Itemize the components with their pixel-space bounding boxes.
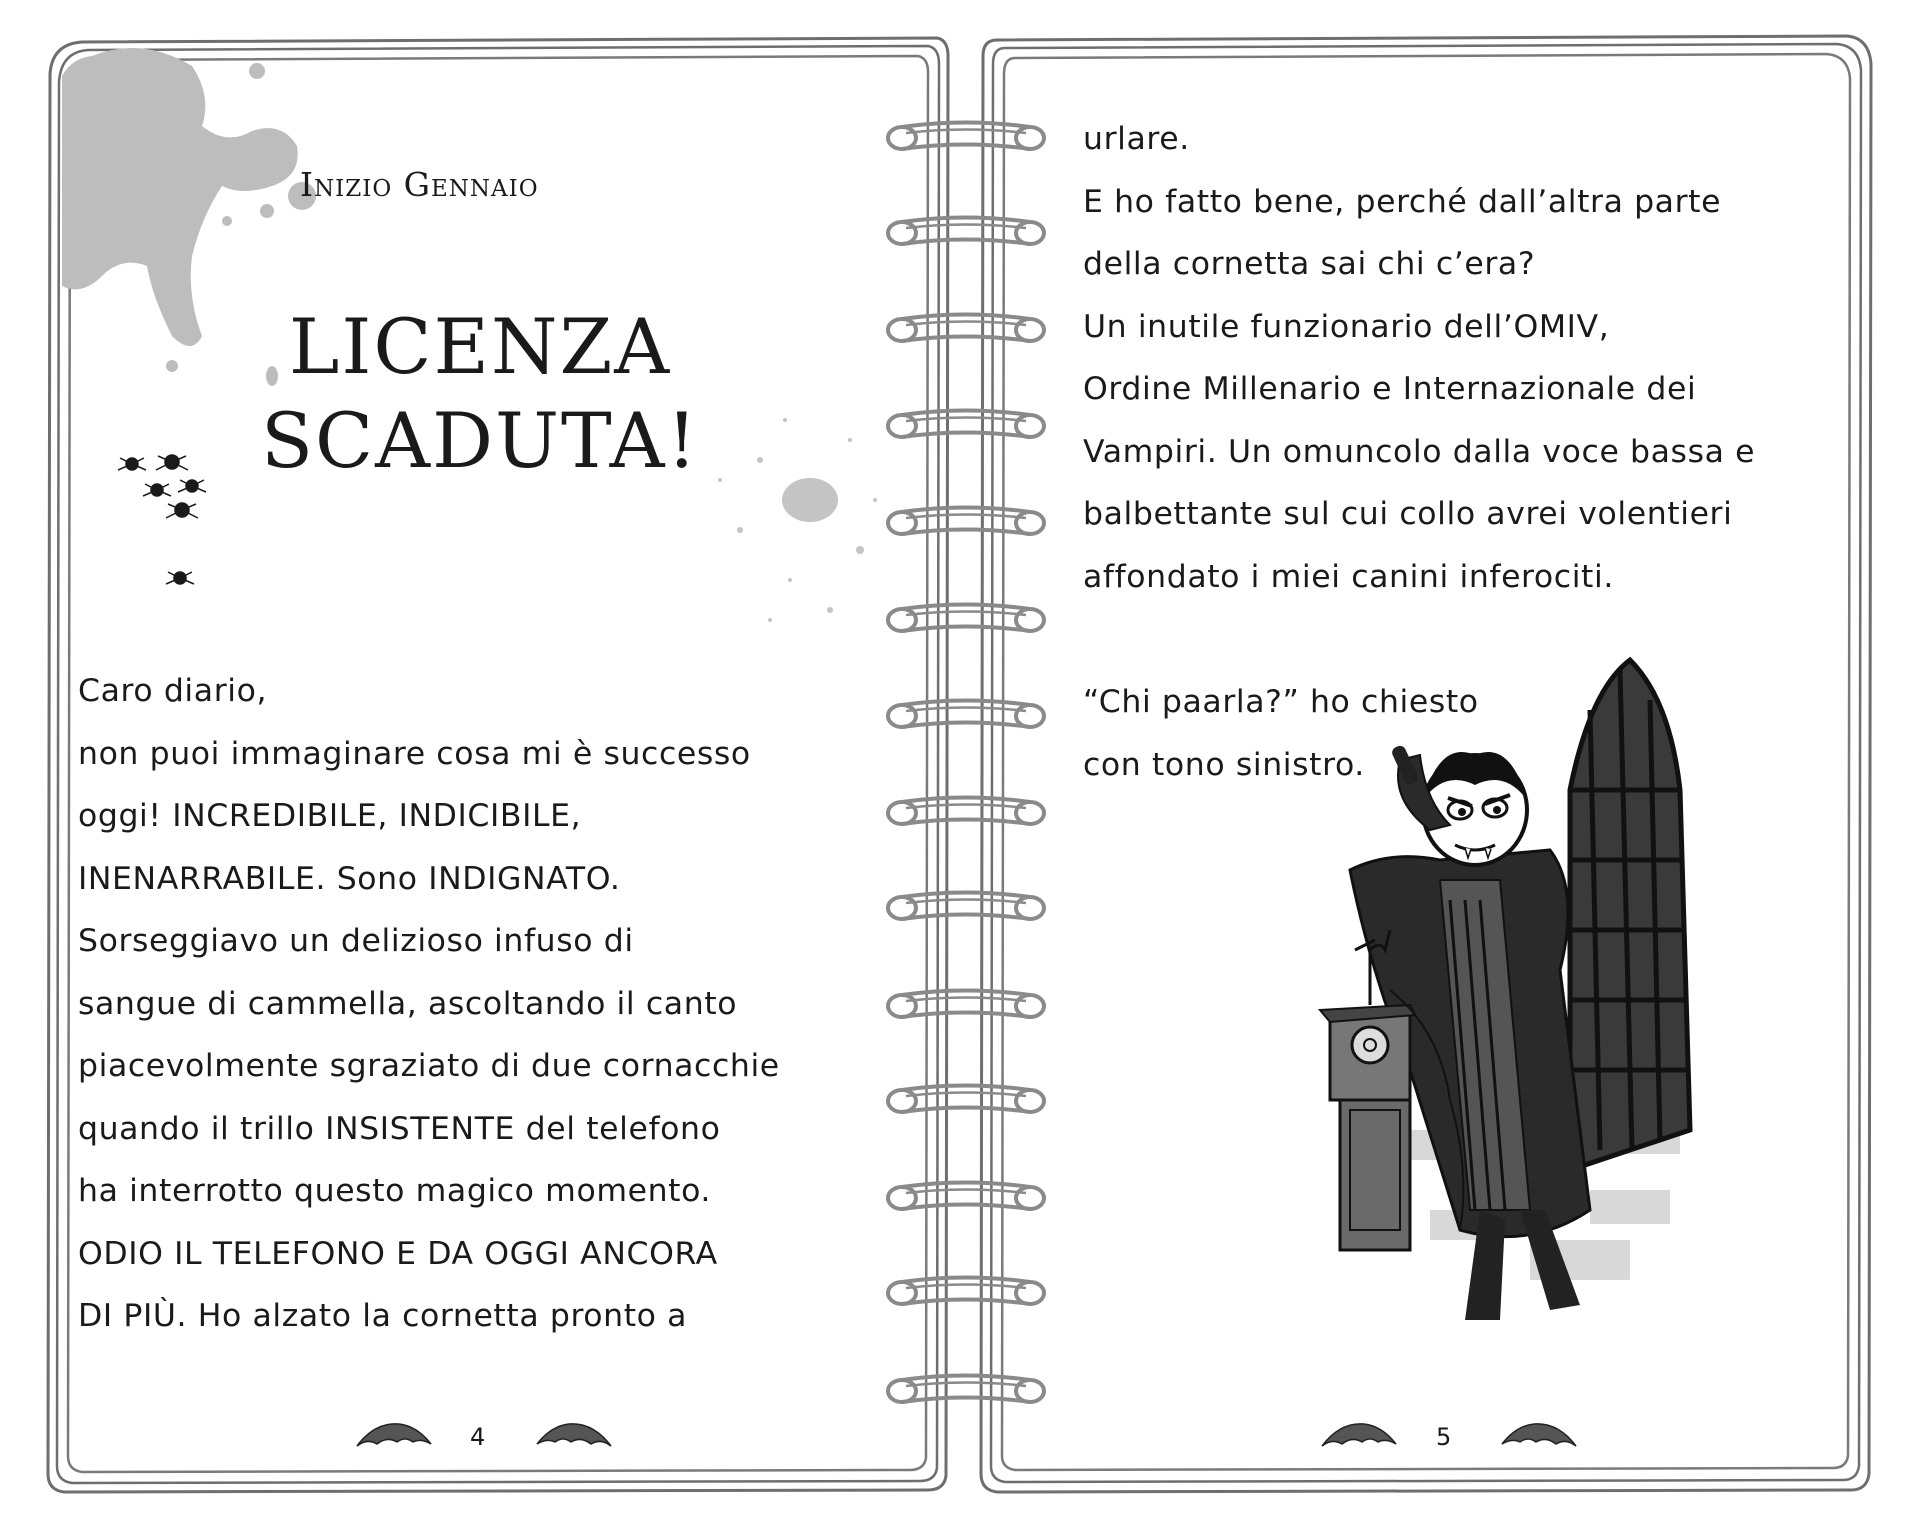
bat-wing-icon	[355, 1420, 435, 1450]
text-line: DI PIÙ. Ho alzato la cornetta pronto a	[78, 1298, 688, 1334]
entry-date: Inizio Gennaio	[300, 165, 539, 204]
text-line: INENARRABILE. Sono INDIGNATO.	[78, 860, 621, 897]
spider-icon	[112, 440, 222, 600]
left-page-body	[78, 660, 780, 1348]
text-line: piacevolmente sgraziato di due cornacchie	[78, 1048, 780, 1084]
ink-splatter-icon	[700, 380, 900, 640]
text-line: affondato i miei canini inferociti.	[1083, 558, 1614, 595]
page-number-left: 4	[470, 1423, 486, 1451]
text-line: sangue di cammella, ascoltando il canto	[78, 985, 738, 1022]
spiral-binding	[880, 120, 1050, 1430]
chapter-title-line-1: LICENZA	[288, 302, 672, 391]
text-line: Sorseggiavo un delizioso infuso di	[78, 923, 634, 959]
text-line: ODIO IL TELEFONO E DA OGGI ANCORA	[78, 1235, 718, 1272]
text-line: oggi! INCREDIBILE, INDICIBILE,	[78, 798, 582, 834]
vampire-on-telephone-illustration	[1290, 650, 1780, 1350]
page-number-right: 5	[1436, 1423, 1452, 1451]
chapter-title	[240, 300, 720, 488]
text-line: della cornetta sai chi c’era?	[1083, 246, 1536, 282]
text-line: “Chi paarla?” ho chiesto	[1083, 684, 1479, 720]
chapter-title-line-2: SCADUTA!	[260, 396, 700, 485]
text-line: con tono sinistro.	[1083, 746, 1365, 783]
text-line: non puoi immaginare cosa mi è successo	[78, 735, 751, 772]
text-line: ha interrotto questo magico momento.	[78, 1173, 712, 1209]
right-page-body	[1083, 108, 1755, 608]
text-line: E ho fatto bene, perché dall’altra parte	[1083, 183, 1722, 220]
text-line: Caro diario,	[78, 673, 268, 709]
text-line: Vampiri. Un omuncolo dalla voce bassa e	[1083, 433, 1756, 470]
bat-wing-icon	[1320, 1420, 1400, 1450]
text-line: balbettante sul cui collo avrei volentieri	[1083, 496, 1733, 532]
bat-wing-icon	[1498, 1420, 1578, 1450]
text-line: quando il trillo INSISTENTE del telefono	[78, 1110, 721, 1147]
bat-wing-icon	[533, 1420, 613, 1450]
text-line: Un inutile funzionario dell’OMIV,	[1083, 308, 1610, 345]
text-line: urlare.	[1083, 121, 1190, 157]
text-line: Ordine Millenario e Internazionale dei	[1083, 371, 1697, 407]
